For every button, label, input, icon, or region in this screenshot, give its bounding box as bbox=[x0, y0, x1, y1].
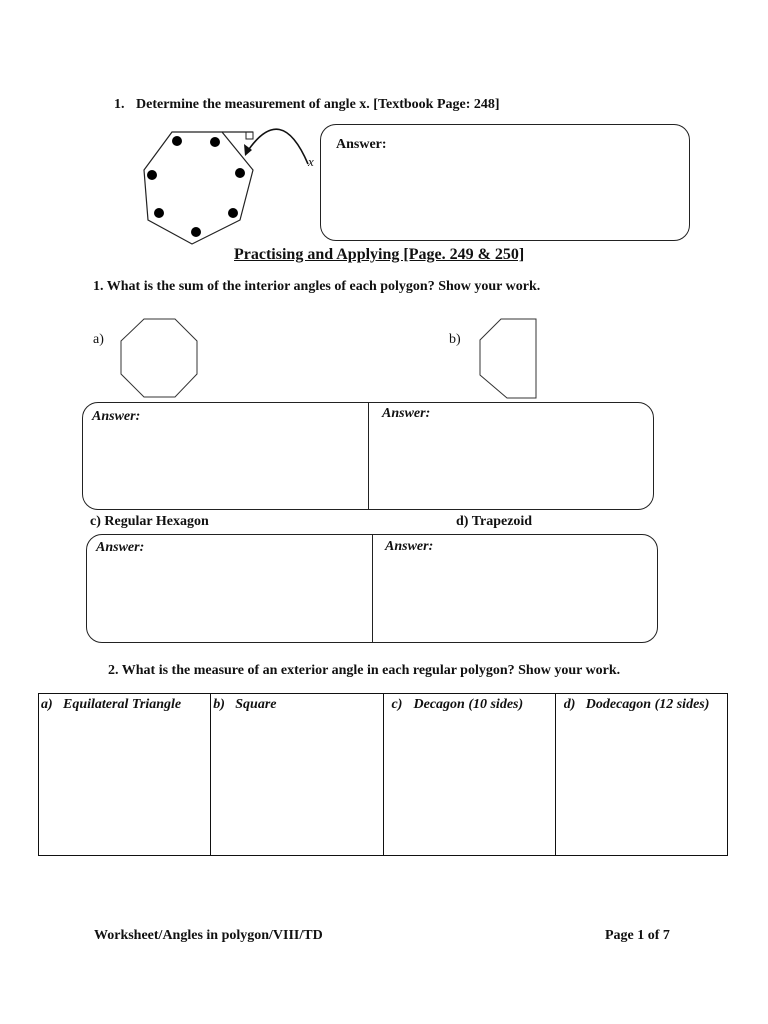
answer-box-row1 bbox=[82, 402, 654, 510]
section-title: Practising and Applying [Page. 249 & 250] bbox=[234, 246, 525, 263]
column-decagon[interactable] bbox=[383, 694, 555, 856]
column-equilateral-triangle[interactable] bbox=[39, 694, 211, 856]
answer-box-row2 bbox=[86, 534, 658, 643]
answer-divider bbox=[372, 535, 373, 642]
label-c: c) Regular Hexagon bbox=[90, 514, 209, 529]
label-b: b) bbox=[449, 332, 461, 347]
question1-number: 1. bbox=[114, 97, 125, 112]
question1-answer-box[interactable] bbox=[320, 124, 690, 241]
column-letter: b) bbox=[213, 697, 225, 712]
column-name: Equilateral Triangle bbox=[63, 697, 182, 712]
answer-b-label[interactable]: Answer: bbox=[382, 406, 431, 421]
question1-text: Determine the measurement of angle x. [Textbook Page: 248] bbox=[136, 97, 500, 112]
answer-c-label[interactable]: Answer: bbox=[96, 540, 145, 555]
column-letter: d) bbox=[563, 697, 576, 712]
column-letter: c) bbox=[391, 697, 403, 712]
q2-text: 2. What is the measure of an exterior angle in each regular polygon? Show your work. bbox=[108, 663, 621, 678]
answer-divider bbox=[368, 403, 369, 509]
heptagon-figure bbox=[130, 122, 330, 252]
column-letter: a) bbox=[41, 697, 53, 712]
column-name: Dodecagon (12 sides) bbox=[585, 697, 710, 712]
answer-a-label[interactable]: Answer: bbox=[92, 409, 141, 424]
column-dodecagon[interactable] bbox=[555, 694, 727, 856]
angle-x-label: x bbox=[308, 154, 314, 169]
footer-left: Worksheet/Angles in polygon/VIII/TD bbox=[94, 928, 323, 943]
column-square[interactable] bbox=[211, 694, 383, 856]
column-name: Decagon (10 sides) bbox=[413, 697, 524, 712]
question1-answer-label: Answer: bbox=[336, 137, 387, 152]
q1-text: 1. What is the sum of the interior angles of each polygon? Show your work. bbox=[93, 279, 541, 294]
exterior-angle-table bbox=[38, 693, 728, 856]
label-d: d) Trapezoid bbox=[456, 514, 533, 529]
octagon-figure bbox=[120, 318, 200, 400]
column-name: Square bbox=[235, 697, 277, 712]
answer-d-label[interactable]: Answer: bbox=[385, 539, 434, 554]
footer-page-number: Page 1 of 7 bbox=[605, 928, 670, 943]
pentagon-figure bbox=[478, 318, 540, 400]
label-a: a) bbox=[93, 332, 104, 347]
